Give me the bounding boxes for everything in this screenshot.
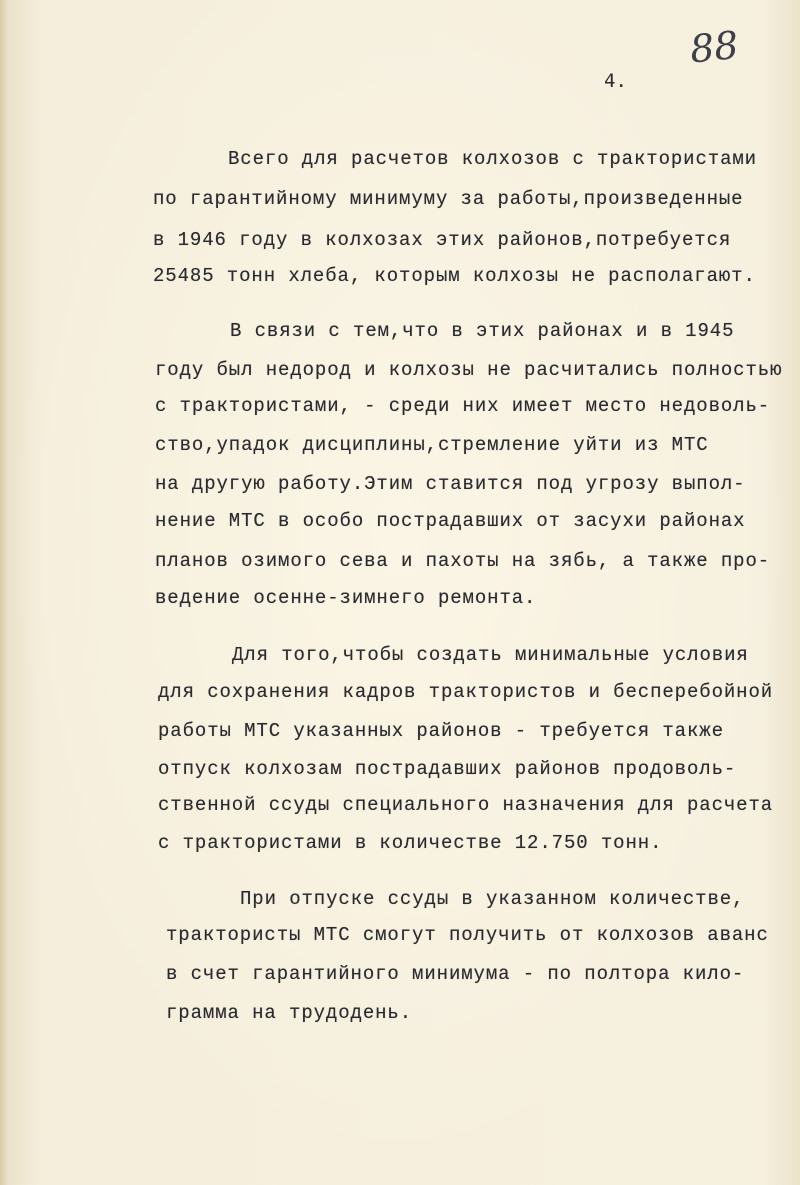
text-line: с трактористами, - среди них имеет место недоволь- <box>155 395 771 417</box>
text-line: Всего для расчетов колхозов с трактористами <box>228 148 757 170</box>
text-line: ственной ссуды специального назначения для расчета <box>158 794 774 816</box>
text-line: для сохранения кадров трактористов и бесперебойной <box>158 681 774 703</box>
text-line: 25485 тонн хлеба, которым колхозы не располагают. <box>153 265 756 287</box>
text-line: в счет гарантийного минимума - по полтора кило- <box>166 963 745 985</box>
text-line: При отпуске ссуды в указанном количестве, <box>240 888 745 910</box>
text-line: Для того,чтобы создать минимальные условия <box>232 644 749 666</box>
paper-edge <box>0 0 8 1185</box>
text-line: в 1946 году в колхозах этих районов,потребуется <box>153 229 732 251</box>
text-line: работы МТС указанных районов - требуется также <box>158 720 724 742</box>
text-line: отпуск колхозам пострадавших районов продоволь- <box>158 758 737 780</box>
text-line: на другую работу.Этим ставится под угрозу выпол- <box>155 473 746 495</box>
text-line: В связи с тем,что в этих районах и в 1945 <box>230 320 735 342</box>
page-number: 4. <box>604 70 627 92</box>
text-line: по гарантийному минимуму за работы,произведенные <box>153 188 744 210</box>
text-line: с трактористами в количестве 12.750 тонн. <box>158 832 663 854</box>
text-line: грамма на трудодень. <box>166 1002 413 1024</box>
text-line: ведение осенне-зимнего ремонта. <box>155 587 537 609</box>
text-line: трактористы МТС смогут получить от колхозов аванс <box>166 924 769 946</box>
text-line: нение МТС в особо пострадавших от засухи районах <box>155 510 746 532</box>
archive-sheet-number: 88 <box>687 22 741 72</box>
text-line: ство,упадок дисциплины,стремление уйти из МТС <box>155 434 709 456</box>
text-line: году был недород и колхозы не расчитались полностью <box>155 359 783 381</box>
text-line: планов озимого сева и пахоты на зябь, а также про- <box>155 550 771 572</box>
